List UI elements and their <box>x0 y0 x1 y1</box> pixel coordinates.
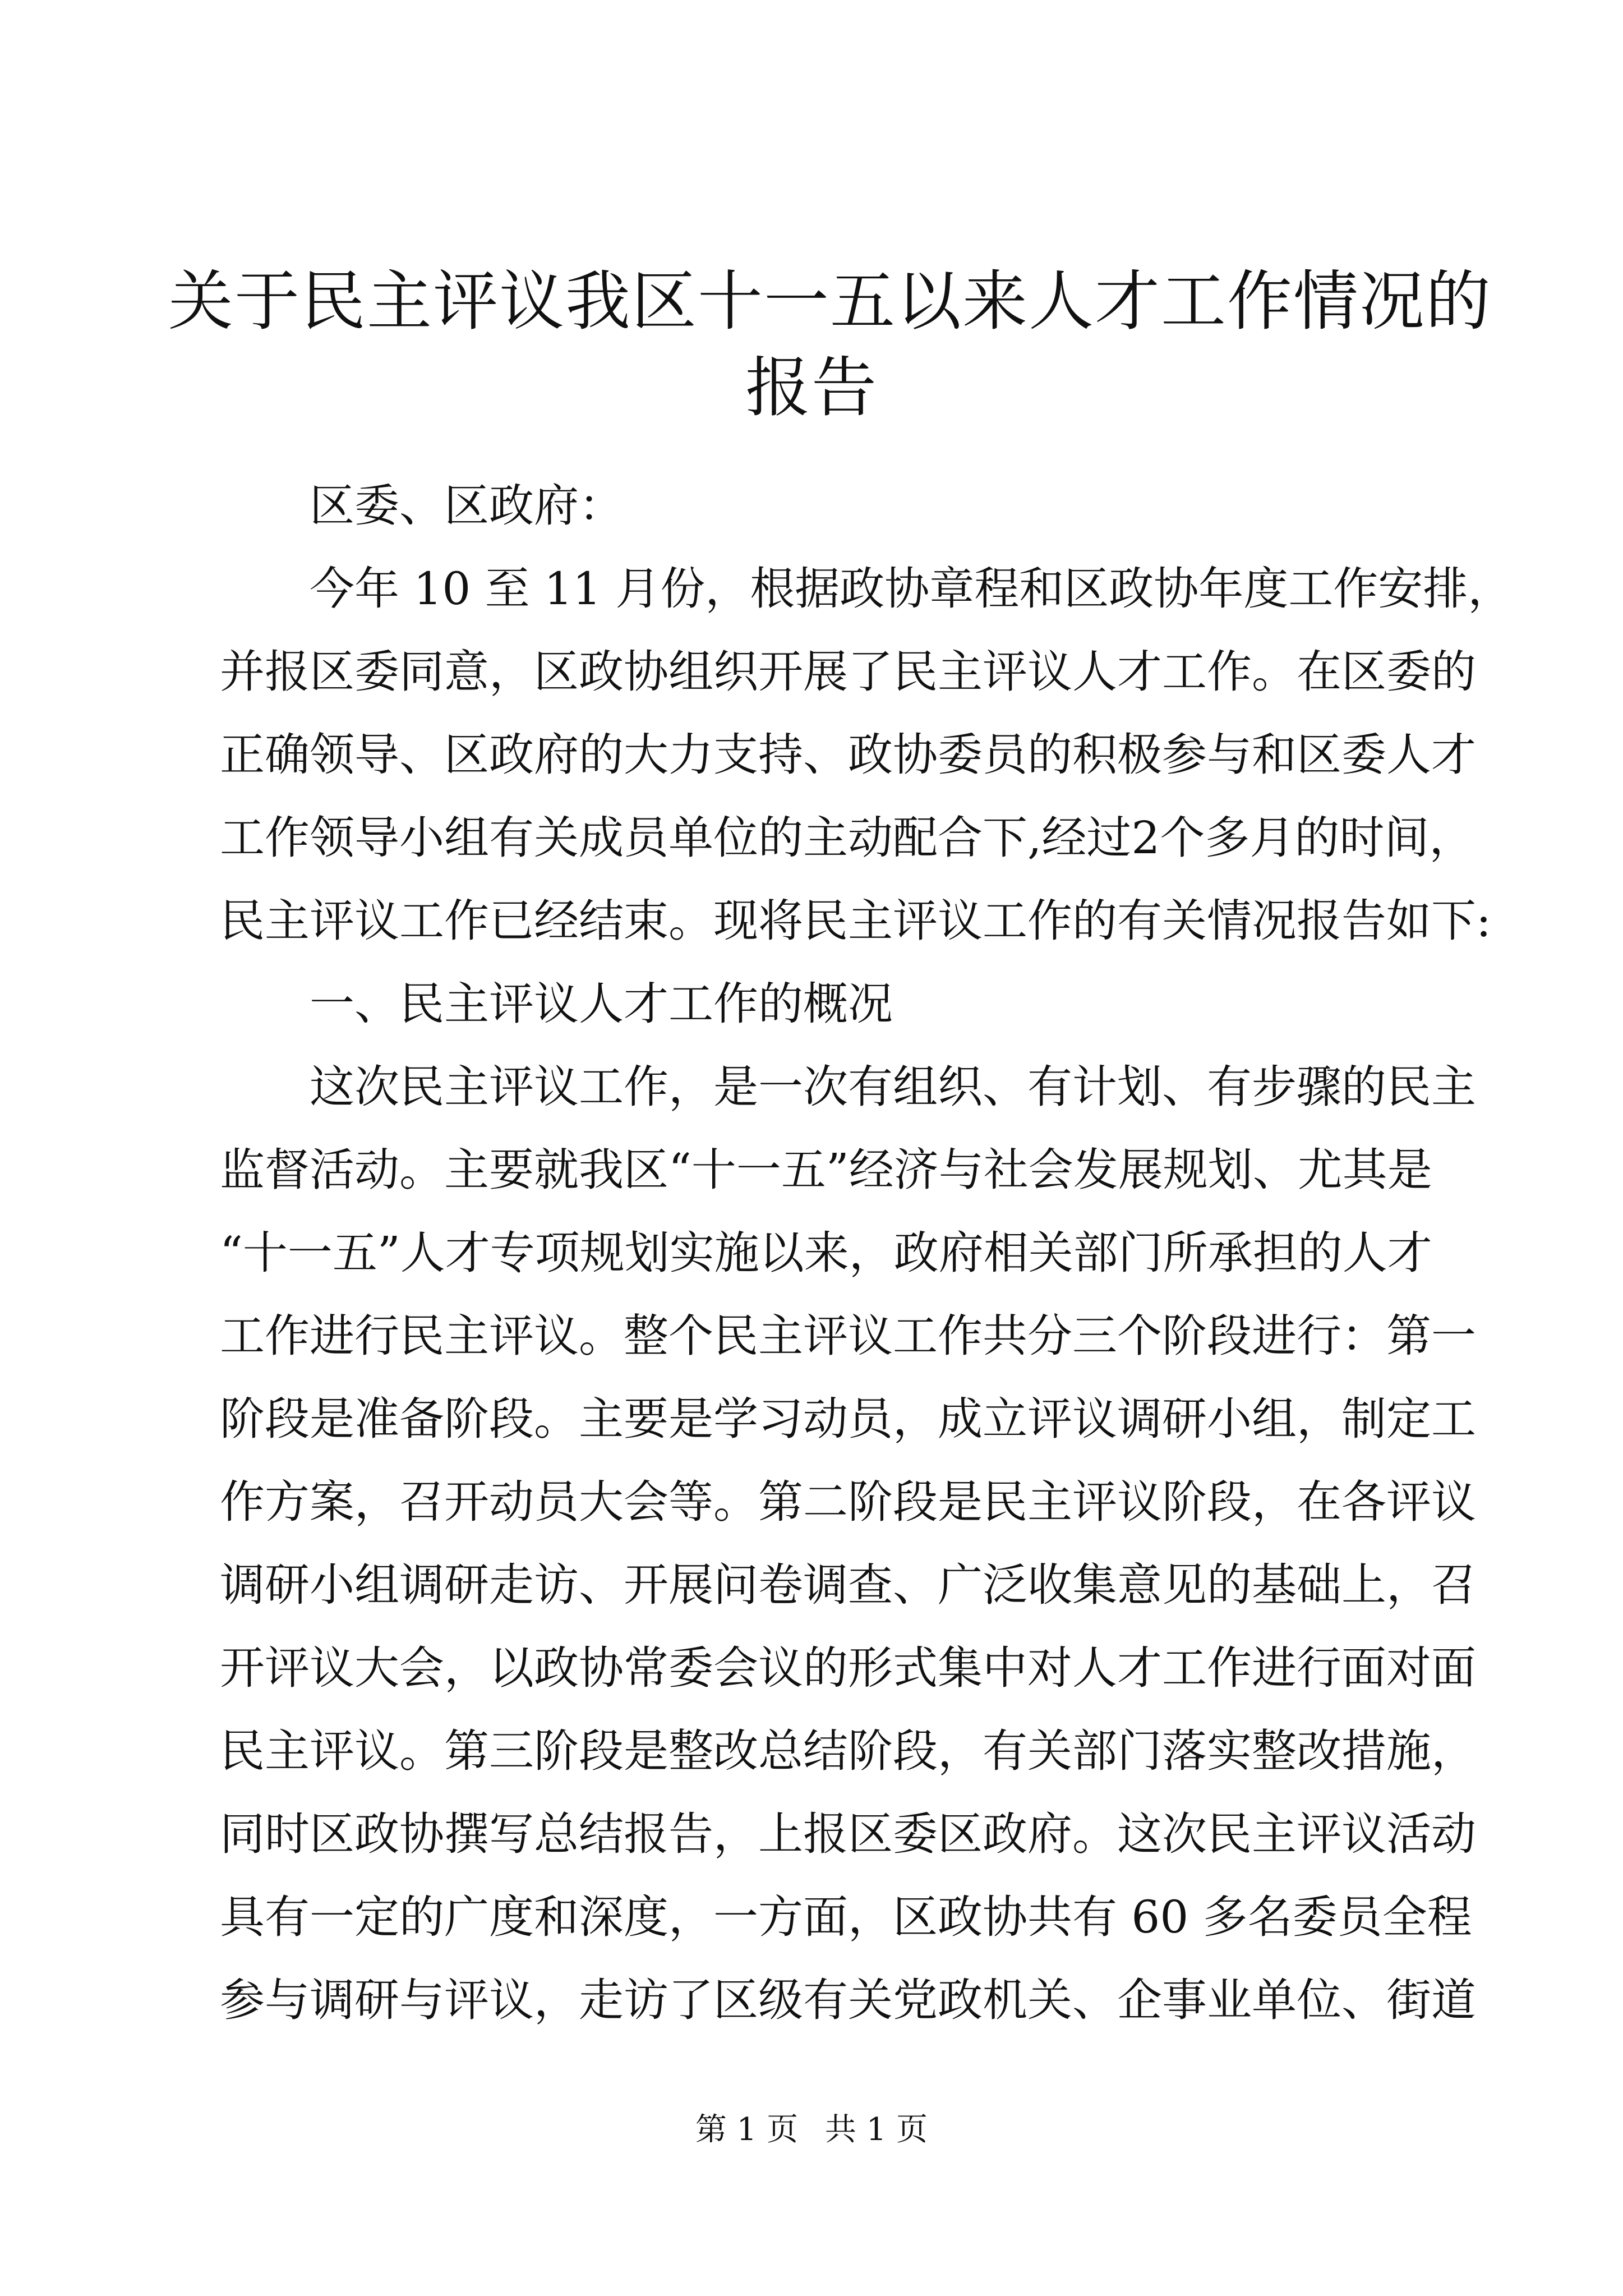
body-line: 正确领导、区政府的大力支持、政协委员的积极参与和区委人才 <box>220 729 1476 781</box>
salutation: 区委、区政府： <box>310 480 624 532</box>
section-heading: 一、民主评议人才工作的概况 <box>310 978 893 1030</box>
body-line: 今年 10 至 11 月份，根据政协章程和区政协年度工作安排， <box>310 563 1513 615</box>
page-number: 第 1 页 <box>695 2111 799 2148</box>
page-total: 共 1 页 <box>824 2111 928 2148</box>
body-line: 阶段是准备阶段。主要是学习动员，成立评议调研小组，制定工 <box>220 1393 1476 1445</box>
body-line: 同时区政协撰写总结报告，上报区委区政府。这次民主评议活动 <box>220 1808 1476 1860</box>
page-footer <box>0 2110 1623 2150</box>
body-line: 工作领导小组有关成员单位的主动配合下,经过2个多月的时间， <box>220 812 1474 864</box>
body-line: 开评议大会，以政协常委会议的形式集中对人才工作进行面对面 <box>220 1642 1476 1694</box>
body-line: 具有一定的广度和深度，一方面，区政协共有 60 多名委员全程 <box>220 1891 1472 1943</box>
body-line: 参与调研与评议，走访了区级有关党政机关、企事业单位、街道 <box>220 1974 1476 2026</box>
body-line: 监督活动。主要就我区“十一五”经济与社会发展规划、尤其是 <box>220 1144 1432 1196</box>
body-line: 调研小组调研走访、开展问卷调查、广泛收集意见的基础上，召 <box>220 1559 1476 1611</box>
body-line: 这次民主评议工作，是一次有组织、有计划、有步骤的民主 <box>310 1061 1476 1113</box>
body-line: “十一五”人才专项规划实施以来，政府相关部门所承担的人才 <box>220 1227 1432 1279</box>
body-line: 作方案，召开动员大会等。第二阶段是民主评议阶段，在各评议 <box>220 1476 1476 1528</box>
body-line: 并报区委同意，区政协组织开展了民主评议人才工作。在区委的 <box>220 646 1476 698</box>
body-line: 民主评议。第三阶段是整改总结阶段，有关部门落实整改措施， <box>220 1725 1476 1777</box>
body-line: 民主评议工作已经结束。现将民主评议工作的有关情况报告如下: <box>220 895 1491 947</box>
document-title-line-1: 关于民主评议我区十一五以来人才工作情况的 <box>168 264 1492 339</box>
body-line: 工作进行民主评议。整个民主评议工作共分三个阶段进行：第一 <box>220 1310 1476 1362</box>
document-title-line-2: 报告 <box>745 350 878 426</box>
